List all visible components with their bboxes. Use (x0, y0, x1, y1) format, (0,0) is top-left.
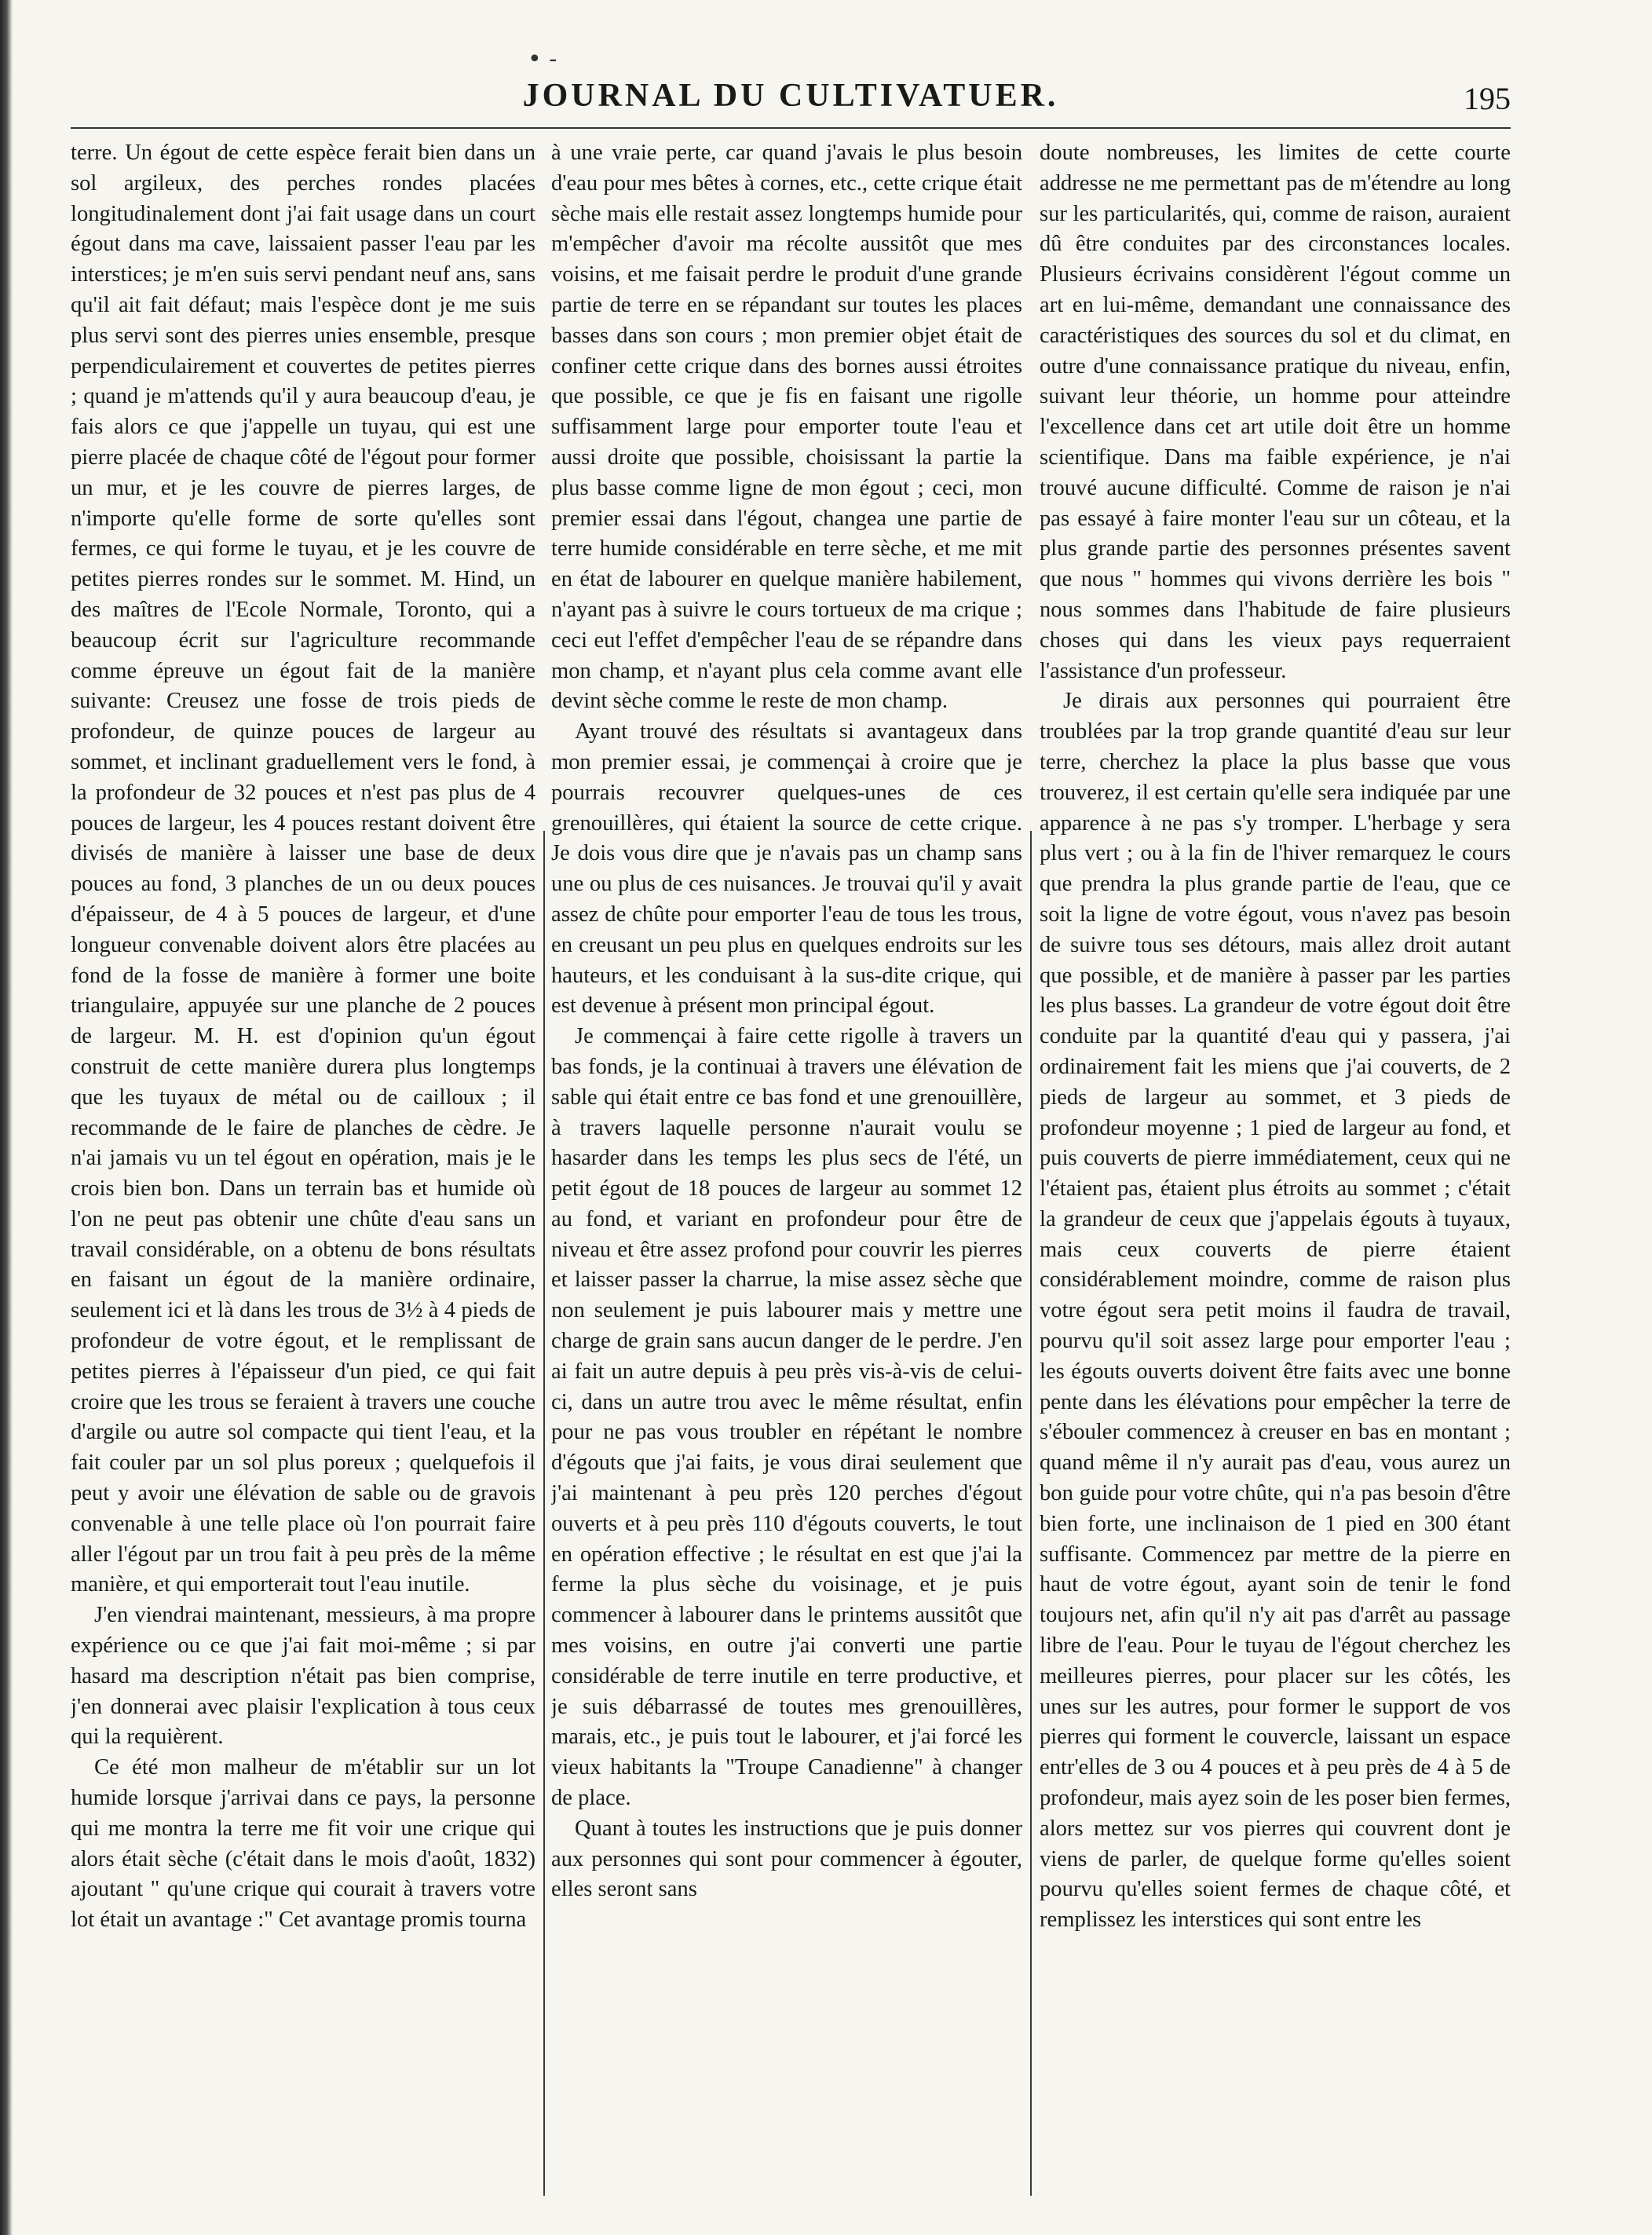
page-number: 195 (1464, 81, 1511, 116)
column-middle (551, 138, 1022, 2196)
print-mark: • - (528, 46, 557, 73)
paragraph: Je commençai à faire cette rigolle à travers un bas fonds, je la continuai à travers une élévation de sable qui était entre ce bas fond et une grenouillère, à travers laquelle personne n'aurait voulu se hasarder dans les temps les plus secs de l'été, un petit égout de 18 pouces de largeur au sommet 12 au fond, et variant en profondeur pour être de niveau et être assez profond pour couvrir les pierres et laisser passer la charrue, la mise assez sèche que non seulement je puis labourer mais y mettre une charge de grain sans aucun danger de le perdre. J'en ai fait un autre depuis à peu près vis-à-vis de celui-ci, dans un autre trou avec le même résultat, enfin pour ne pas vous troubler en répétant le nombre d'égouts que j'ai faits, je vous dirai seulement que j'ai maintenant à peu près 120 perches d'égout ouverts et à peu près 110 d'égouts couverts, le tout en opération effective ; le résultat en est que j'ai la ferme la plus sèche du voisinage, et je puis commencer à labourer dans le printems aussitôt que mes voisins, en outre j'ai converti une partie considérable de terre inutile en terre productive, et je suis débarrassé de toutes mes grenouillères, marais, etc., je puis tout le labourer, et j'ai forcé les vieux habitants la "Troupe Canadienne" à changer de place. (551, 1024, 1022, 1811)
scan-edge (0, 0, 13, 2235)
column-rule (1030, 831, 1032, 2196)
running-head (71, 77, 1511, 132)
journal-title: JOURNAL DU CULTIVATUER. (522, 78, 1059, 114)
paragraph: Quant à toutes les instructions que je puis donner aux personnes qui sont pour commencer à égouter, elles seront sans (551, 1816, 1022, 1902)
column-left (71, 138, 535, 2196)
paragraph: Ayant trouvé des résultats si avantageux dans mon premier essai, je commençai à croire que je pourrais recouvrer quelques-unes de ces grenouillères, qui étaient la source de cette crique. Je dois vous dire que je n'avais pas un champ sans une ou plus de ces nuisances. Je trouvai qu'il y avait assez de chûte pour emporter l'eau de tous les trous, en creusant un peu plus en quelques endroits sur les hauteurs, et les conduisant à la sus-dite crique, qui est devenue à présent mon principal égout. (551, 719, 1022, 1019)
paragraph: doute nombreuses, les limites de cette courte addresse ne me permettant pas de m'étendre au long sur les particularités, qui, comme de raison, auraient dû être conduites par des circonstances locales. Plusieurs écrivains considèrent l'égout comme un art en lui-même, demandant une connaissance des caractéristiques des sources du sol et du climat, en outre d'une connaissance pratique du niveau, enfin, suivant leur théorie, un homme pour atteindre l'excellence dans cet art utile doit être un homme scientifique. Dans ma faible expérience, je n'ai trouvé aucune difficulté. Comme de raison je n'ai pas essayé à faire monter l'eau sur un côteau, et la plus grande partie des personnes présentes savent que nous " hommes qui vivons derrière les bois " nous sommes dans l'habitude de faire plusieurs choses qui dans les vieux pays requerraient l'assistance d'un professeur. (1040, 141, 1511, 683)
paragraph: Ce été mon malheur de m'établir sur un lot humide lorsque j'arrivai dans ce pays, la personne qui me montra la terre me fit voir une crique qui alors était sèche (c'était dans le mois d'août, 1832) ajoutant " qu'une crique qui courait à travers votre lot était un avantage :" Cet avantage promis tourna (71, 1755, 535, 1933)
paragraph: Je dirais aux personnes qui pourraient être troublées par la trop grande quantité d'eau sur leur terre, cherchez la place la plus basse que vous trouverez, il est certain qu'elle sera indiquée par une apparence à ne pas s'y tromper. L'herbage y sera plus vert ; ou à la fin de l'hiver remarquez le cours que prendra la plus grande partie de l'eau, que ce soit la ligne de votre égout, vous n'avez pas besoin de suivre tous ses détours, mais allez droit autant que possible, et de manière à passer par les parties les plus basses. La grandeur de votre égout doit être conduite par la quantité d'eau qui y passera, j'ai ordinairement fait les miens que j'ai couverts, de 2 pieds de largeur au sommet, et 3 pieds de profondeur moyenne ; 1 pied de largeur au fond, et puis couverts de pierre immédiatement, ceux qui ne l'étaient pas, étaient plus étroits au sommet ; c'était la grandeur de ceux que j'appelais égouts à tuyaux, mais ceux couverts de pierre étaient considérablement moindre, comme de raison plus votre égout sera petit moins il faudra de travail, pourvu qu'il soit assez large pour emporter l'eau ; les égouts ouverts doivent être faits avec une bonne pente dans les élévations pour empêcher la terre de s'ébouler commencez à creuser en bas en montant ; quand même il n'y aurait pas d'eau, vous aurez un bon guide pour votre chûte, qui n'a pas besoin d'être bien forte, une inclinaison de 1 pied en 300 étant suffisante. Commencez par mettre de la pierre en haut de votre égout, ayant soin de tenir le fond toujours net, afin qu'il n'y ait pas d'arrêt au passage libre de l'eau. Pour le tuyau de l'égout cherchez les meilleures pierres, pour placer sur les côtés, les unes sur les autres, pour former le support de vos pierres qui forment le couvercle, laissant un espace entr'elles de 3 ou 4 pouces et à peu près de 4 à 5 de profondeur, mais ayez soin de les poser bien fermes, alors mettez sur vos pierres qui couvrent dont je viens de parler, de quelque forme qu'elles soient pourvu qu'elles soient fermes de chaque côté, et remplissez les interstices qui sont entre les (1040, 689, 1511, 1933)
header-rule (71, 127, 1511, 129)
paragraph: J'en viendrai maintenant, messieurs, à ma propre expérience ou ce que j'ai fait moi-même ; si par hasard ma description n'était pas bien comprise, j'en donnerai avec plaisir l'explication à tous ceux qui la requièrent. (71, 1603, 535, 1750)
column-rule (543, 831, 545, 2196)
column-right (1040, 138, 1511, 2196)
text-columns (71, 138, 1511, 2196)
paragraph: à une vraie perte, car quand j'avais le plus besoin d'eau pour mes bêtes à cornes, etc., cette crique était sèche mais elle restait assez longtemps humide pour m'empêcher d'avoir ma récolte aussitôt que mes voisins, et me faisait perdre le produit d'une grande partie de terre en se répandant sur toutes les places basses dans son cours ; mon premier objet était de confiner cette crique dans des bornes aussi étroites que possible, ce que je fis en faisant une rigolle suffisamment large pour emporter toute l'eau et aussi droite que possible, choisissant la partie la plus basse comme ligne de mon égout ; ceci, mon premier essai dans l'égout, changea une partie de terre humide considérable en terre sèche, et me mit en état de labourer en quelque manière habilement, n'ayant pas à suivre le cours tortueux de ma crique ; ceci eut l'effet d'empêcher l'eau de se répandre dans mon champ, et n'ayant plus cela comme avant elle devint sèche comme le reste de mon champ. (551, 141, 1022, 714)
paragraph: terre. Un égout de cette espèce ferait bien dans un sol argileux, des perches rondes placées longitudinalement dont j'ai fait usage dans un court égout dans ma cave, laissaient passer l'eau par les interstices; je m'en suis servi pendant neuf ans, sans qu'il ait fait défaut; mais l'espèce dont je me suis plus servi sont des pierres unies ensemble, presque perpendiculairement et couvertes de petites pierres ; quand je m'attends qu'il y aura beaucoup d'eau, je fais alors ce que j'appelle un tuyau, qui est une pierre placée de chaque côté de l'égout pour former un mur, et je les couvre de pierres larges, de n'importe qu'elle forme de sorte qu'elles sont fermes, ce qui forme le tuyau, et je les couvre de petites pierres rondes sur le sommet. M. Hind, un des maîtres de l'Ecole Normale, Toronto, qui a beaucoup écrit sur l'agriculture recommande comme épreuve un égout fait de la manière suivante: Creusez une fosse de trois pieds de profondeur, de quinze pouces de largeur au sommet, et inclinant graduellement vers le fond, à la profondeur de 32 pouces et n'est pas plus de 4 pouces de largeur, les 4 pouces restant doivent être divisés de manière à laisser une base de deux pouces au fond, 3 planches de un ou deux pouces d'épaisseur, de 4 à 5 pouces de largeur, et d'une longueur convenable doivent alors être placées au fond de la fosse de manière à former une boite triangulaire, appuyée sur une planche de 2 pouces de largeur. M. H. est d'opinion qu'un égout construit de cette manière durera plus longtemps que les tuyaux de métal ou de cailloux ; il recommande de le faire de planches de cèdre. Je n'ai jamais vu un tel égout en opération, mais je le crois bien bon. Dans un terrain bas et humide où l'on ne peut pas obtenir une chûte d'eau sans un travail considérable, on a obtenu de bons résultats en faisant un égout de la manière ordinaire, seulement ici et là dans les trous de 3½ à 4 pieds de profondeur de votre égout, et le remplissant de petites pierres à l'épaisseur d'un pied, ce qui fait croire que les trous se feraient à travers une couche d'argile ou autre sol compacte qui tient l'eau, et la fait couler par un sol plus poreux ; quelquefois il peut y avoir une élévation de sable ou de gravois convenable à une telle place où l'on pourrait faire aller l'égout par un trou fait à peu près de la même manière, et qui emporterait tout l'eau inutile. (71, 141, 535, 1597)
